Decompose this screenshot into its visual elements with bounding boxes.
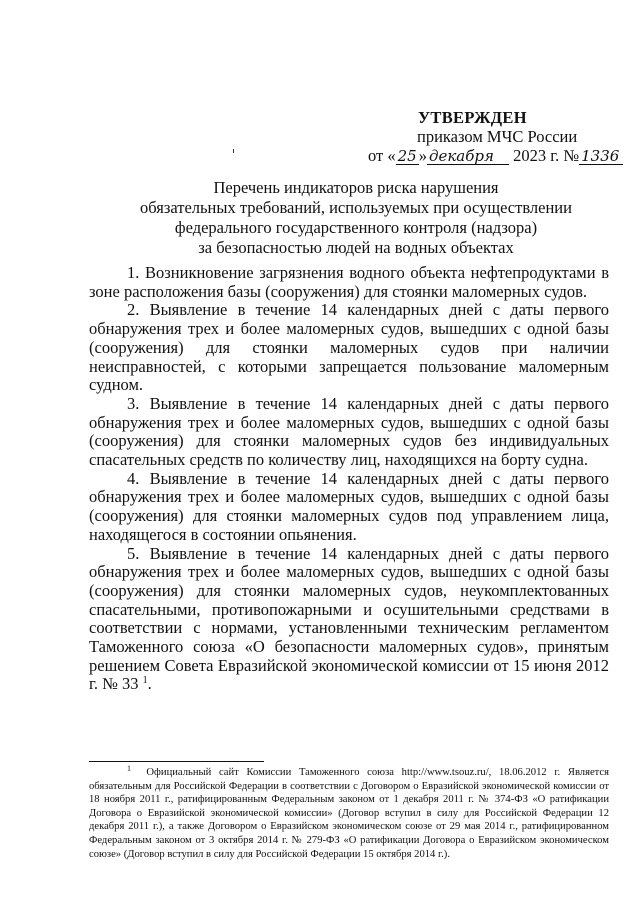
footnote — [89, 766, 609, 861]
footnote-marker: 1 — [127, 764, 131, 773]
list-item: 1. Возникновение загрязнения водного объекта нефтепродуктами в зоне расположения базы (сооружения) для стоянки маломерных судов. — [89, 263, 609, 301]
title-line: за безопасностью людей на водных объектах — [198, 238, 514, 257]
handwritten-month: декабря — [427, 149, 509, 165]
list-item: 3. Выявление в течение 14 календарных дней с даты первого обнаружения трех и более маломерных судов, вышедших с одной базы (сооружения) для стоянки маломерных судов без индивидуальных спасательных средств по количеству лиц, находящихся на борту судна. — [89, 393, 609, 470]
title-line: обязательных требований, используемых при осуществлении — [140, 198, 572, 217]
document-title — [96, 178, 616, 258]
title-line: федерального государственного контроля (надзора) — [174, 218, 538, 237]
footnote-reference: 1 — [142, 675, 148, 687]
handwritten-order-number: 1336 — [579, 149, 623, 165]
indicator-list — [89, 264, 609, 694]
footnote-text: Официальный сайт Комиссии Таможенного союза http://www.tsouz.ru/, 18.06.2012 г. Является обязательным для Российской Федерации в соответствии с Договором о Евразийской экономической комиссии от 18 ноября 2011 г., ратифицированным Федеральным законом от 1 декабря 2011 г. № 374-ФЗ «О ратификации Договора о Евразийской экономической комиссии» (Договор вступил в силу для Российской Федерации 12 декабря 2011 г.), а также Договором о Евразийском экономическом союзе от 29 мая 2014 г., ратифицированном Федеральным законом от 3 октября 2014 г. № 279-ФЗ «О ратификации Договора о Евразийском экономическом союзе» (Договор вступил в силу для Российской Федерации 15 октября 2014 г.). — [89, 767, 609, 860]
date-close-quote: » — [418, 146, 427, 165]
list-item-text: 5. Выявление в течение 14 календарных дней с даты первого обнаружения трех и более маломерных судов, вышедших с одной базы (сооружения) для стоянки маломерных судов, неукомплектованных спасательными, противопожарными и осушительными средствами в соответствии с нормами, установленными техническим регламентом Таможенного союза «О безопасности маломерных судов», принятым решением Совета Евразийской экономической комиссии от 15 июня 2012 г. № 33 — [89, 543, 609, 694]
list-item: 4. Выявление в течение 14 календарных дней с даты первого обнаружения трех и более маломерных судов, вышедших с одной базы (сооружения) для стоянки маломерных судов под управлением лица, находящегося в состоянии опьянения. — [89, 468, 609, 544]
approval-order: приказом МЧС России — [417, 127, 578, 146]
list-item: 2. Выявление в течение 14 календарных дней с даты первого обнаружения трех и более маломерных судов, вышедших с одной базы (сооружения) для стоянки маломерных судов при наличии неисправностей, с которыми запрещается пользование маломерным судном. — [89, 300, 609, 395]
list-item: 5. Выявление в течение 14 календарных дней с даты первого обнаружения трех и более маломерных судов, вышедших с одной базы (сооружения) для стоянки маломерных судов, неукомплектованных спасательными, противопожарными и осушительными средствами в соответствии с нормами, установленными техническим регламентом Таможенного союза «О безопасности маломерных судов», принятым решением Совета Евразийской экономической комиссии от 15 июня 2012 г. № 33 $^1$. — [89, 543, 609, 694]
footnote-divider — [89, 761, 264, 762]
handwritten-day: 25 — [397, 147, 417, 165]
title-line: Перечень индикаторов риска нарушения — [213, 178, 499, 197]
date-year-text: 2023 г. № — [513, 146, 580, 165]
approval-heading: УТВЕРЖДЕН — [418, 108, 527, 127]
approval-date-line — [368, 146, 620, 165]
approval-block — [368, 108, 620, 165]
scan-mark — [233, 149, 234, 153]
date-prefix: от « — [368, 146, 396, 165]
